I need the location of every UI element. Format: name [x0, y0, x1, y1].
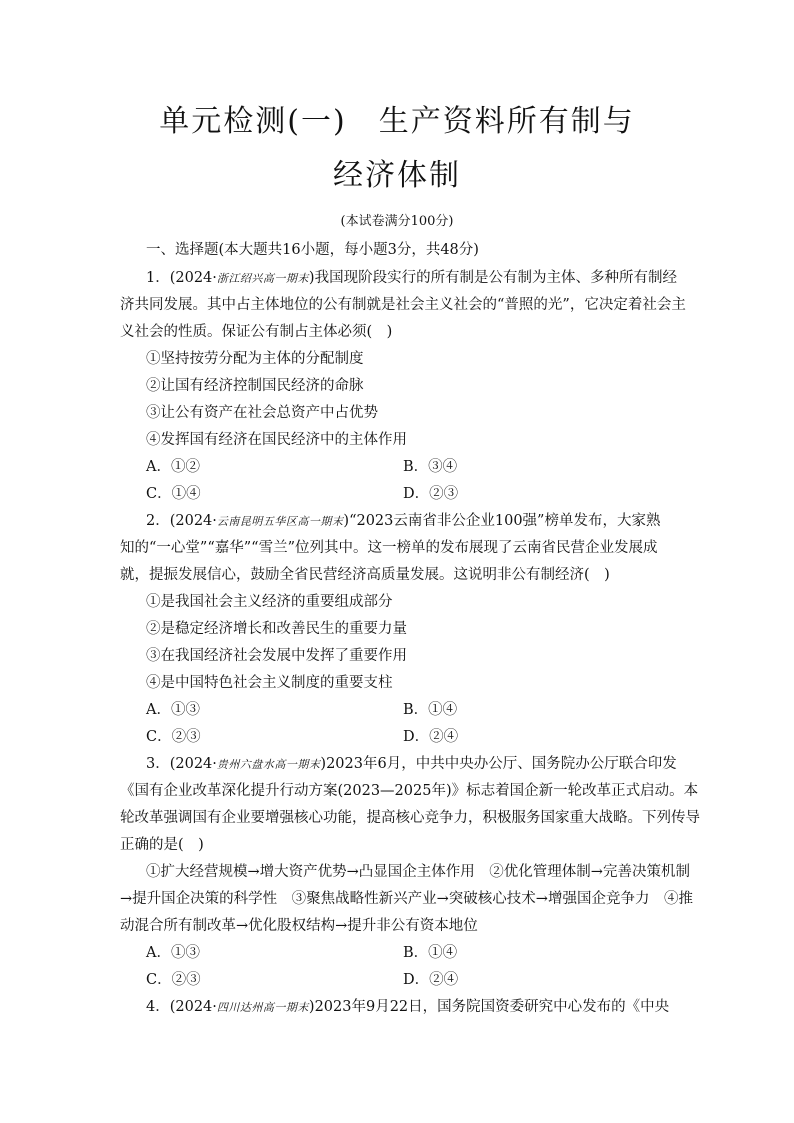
question-1-option-a: A．①②	[146, 459, 200, 475]
question-2-line2: 知的“一心堂”“嘉华”“雪兰”位列其中。这一榜单的发布展现了云南省民营企业发展成	[120, 540, 658, 556]
question-1-item: ①坚持按劳分配为主体的分配制度	[146, 351, 364, 367]
question-2-option-d: D．②④	[403, 729, 459, 745]
question-1-stem-start: )我国现阶段实行的所有制是公有制为主体、多种所有制经	[308, 270, 678, 286]
score-note: (本试卷满分100分)	[340, 214, 454, 229]
section-heading: 一、选择题(本大题共16小题，每小题3分，共48分)	[146, 242, 479, 258]
question-2-source: 云南昆明五华区高一期末	[216, 515, 344, 528]
question-1-line2: 济共同发展。其中占主体地位的公有制就是社会主义社会的“普照的光”，它决定着社会主	[120, 297, 686, 313]
question-3-items-line3: 动混合所有制改革→优化股权结构→提升非公有资本地位	[120, 918, 478, 934]
question-3-items-line2: →提升国企决策的科学性 ③聚焦战略性新兴产业→突破核心技术→增强国企竞争力 ④推	[120, 891, 693, 907]
page-title-line1: 单元检测(一) 生产资料所有制与	[159, 104, 635, 139]
question-4-line1	[146, 995, 669, 1016]
question-2-item: ②是稳定经济增长和改善民生的重要力量	[146, 621, 407, 637]
question-1-item: ④发挥国有经济在国民经济中的主体作用	[146, 432, 407, 448]
question-3-option-c: C．②③	[146, 972, 201, 988]
page-title-line2: 经济体制	[333, 158, 461, 193]
question-1-source: 浙江绍兴高一期末	[216, 272, 309, 285]
question-1-line1	[146, 266, 677, 287]
question-3-line4: 正确的是( )	[120, 837, 204, 853]
question-2-item: ④是中国特色社会主义制度的重要支柱	[146, 675, 393, 691]
question-3-number: 3．(2024·	[146, 756, 217, 772]
question-1-number: 1．(2024·	[146, 270, 217, 286]
question-3-option-a: A．①③	[146, 945, 200, 961]
question-4-source: 四川达州高一期末	[216, 1001, 309, 1014]
question-3-line1	[146, 752, 677, 773]
question-2-line1	[146, 509, 660, 530]
question-4-number: 4．(2024·	[146, 999, 217, 1015]
question-3-line3: 轮改革强调国有企业要增强核心功能，提高核心竞争力，积极服务国家重大战略。下列传导	[120, 810, 700, 826]
question-3-stem-start: )2023年6月，中共中央办公厅、国务院办公厅联合印发	[320, 756, 677, 772]
question-1-line3: 义社会的性质。保证公有制占主体必须( )	[120, 324, 393, 340]
question-2-option-a: A．①③	[146, 702, 200, 718]
question-1-option-b: B．③④	[403, 459, 458, 475]
question-1-item: ③让公有资产在社会总资产中占优势	[146, 405, 378, 421]
question-4-stem-start: )2023年9月22日，国务院国资委研究中心发布的《中央	[308, 999, 670, 1015]
question-2-option-c: C．②③	[146, 729, 201, 745]
question-3-source: 贵州六盘水高一期末	[216, 758, 321, 771]
question-2-number: 2．(2024·	[146, 513, 217, 529]
question-2-stem-start: )“2023云南省非公企业100强”榜单发布，大家熟	[343, 513, 661, 529]
question-1-item: ②让国有经济控制国民经济的命脉	[146, 378, 364, 394]
question-2-option-b: B．①④	[403, 702, 458, 718]
question-3-option-d: D．②④	[403, 972, 459, 988]
question-2-item: ③在我国经济社会发展中发挥了重要作用	[146, 648, 407, 664]
question-3-option-b: B．①④	[403, 945, 458, 961]
question-3-items-line1: ①扩大经营规模→增大资产优势→凸显国企主体作用 ②优化管理体制→完善决策机制	[146, 864, 690, 880]
question-3-line2: 《国有企业改革深化提升行动方案(2023—2025年)》标志着国企新一轮改革正式启动。本	[120, 783, 699, 799]
question-2-item: ①是我国社会主义经济的重要组成部分	[146, 594, 393, 610]
question-1-option-c: C．①④	[146, 486, 201, 502]
question-2-line3: 就，提振发展信心，鼓励全省民营经济高质量发展。这说明非公有制经济( )	[120, 567, 610, 583]
question-1-option-d: D．②③	[403, 486, 459, 502]
